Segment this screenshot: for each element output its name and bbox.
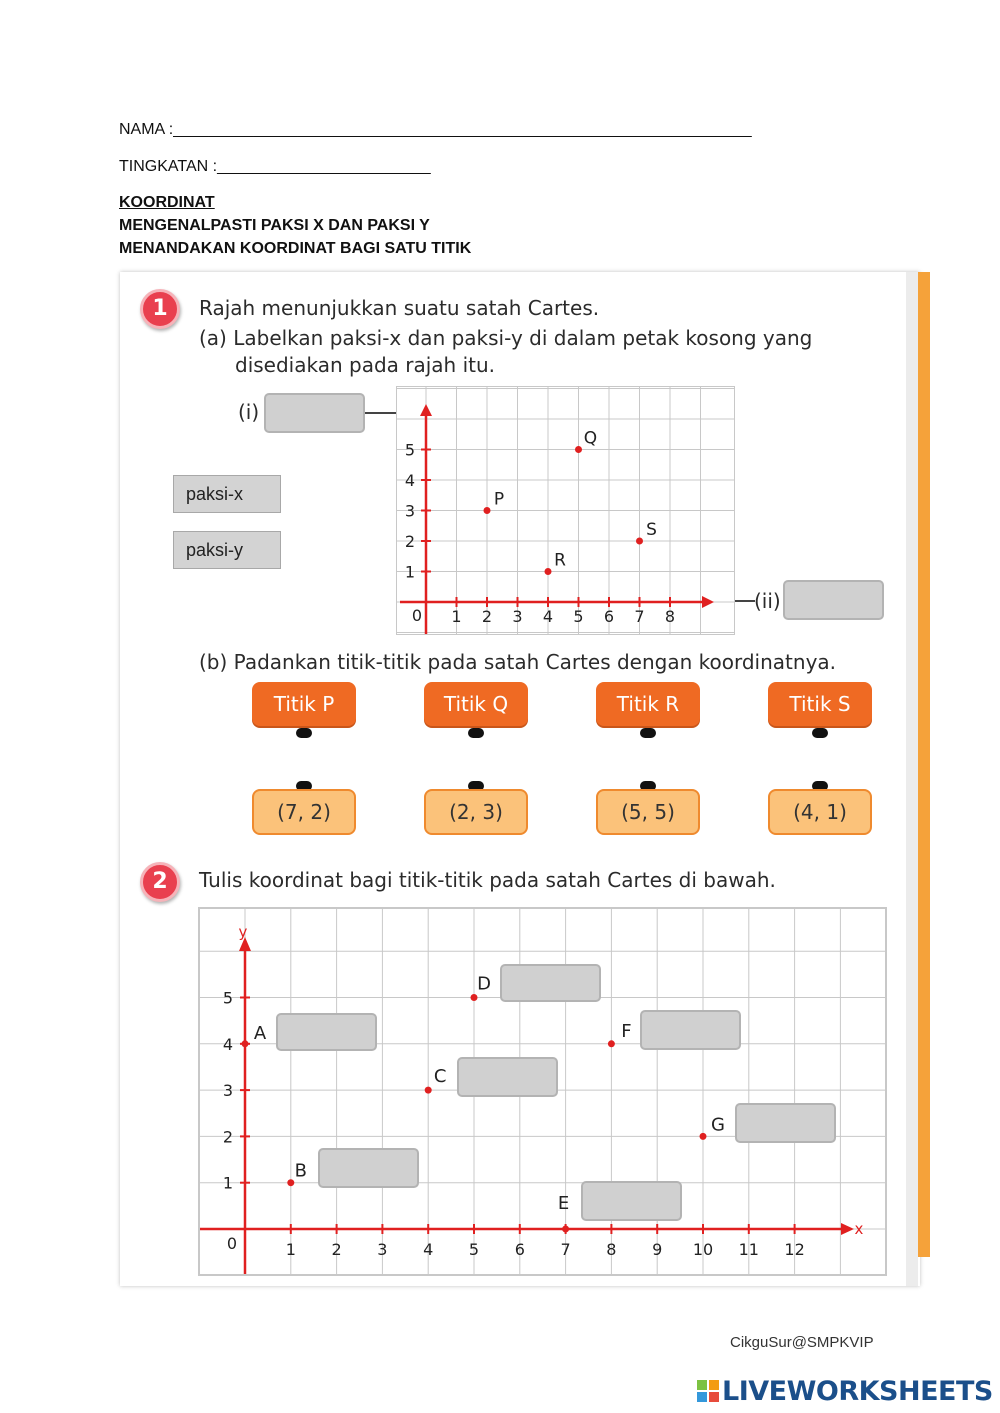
answer-box-a[interactable] [276,1013,377,1051]
tingkatan-field-label: TINGKATAN :________________________ [119,158,431,175]
drag-label-paksi-x[interactable]: paksi-x [173,475,281,513]
y-tick-label: 2 [222,1127,234,1147]
point-s [636,538,643,545]
q1-intro: Rajah menunjukkan suatu satah Cartes. [199,296,600,320]
q1-part-b: (b) Padankan titik-titik pada satah Cartes dengan koordinatnya. [199,650,837,674]
answer-box-i[interactable] [264,393,365,433]
point-b [287,1179,294,1186]
panel-right-shadow [906,272,918,1286]
box-i-label: (i) [238,400,260,424]
liveworksheets-brand: LIVEWORKSHEETS [722,1376,993,1407]
point-r [545,568,552,575]
x-tick-label: 1 [285,1240,296,1259]
y-tick-label: 5 [404,440,416,460]
x-tick-label: 3 [377,1240,388,1259]
answer-box-f[interactable] [640,1010,741,1050]
point-e [562,1226,569,1233]
origin-label: 0 [411,606,423,625]
box-ii-label: (ii) [754,589,781,613]
x-tick-label: 8 [606,1240,617,1259]
point-label-p: P [493,489,505,510]
x-tick-label: 5 [573,607,584,626]
x-tick-label: 2 [331,1240,342,1259]
match-dot-r[interactable] [640,728,656,738]
point-label-c: C [433,1066,447,1088]
match-dot-p[interactable] [296,728,312,738]
point-label-d: D [477,973,491,995]
y-tick-label: 1 [222,1173,234,1193]
x-tick-label: 9 [652,1240,663,1259]
point-label-q: Q [583,428,598,449]
point-f [608,1040,615,1047]
titik-q-button[interactable]: Titik Q [424,682,528,726]
point-label-r: R [554,550,566,571]
point-a [242,1040,249,1047]
match-dot-s[interactable] [812,728,828,738]
answer-box-ii[interactable] [783,580,884,620]
x-tick-label: 5 [468,1240,480,1259]
q1-part-a-cont: disediakan pada rajah itu. [235,353,496,377]
x-tick-label: 8 [664,607,676,626]
titik-r-button[interactable]: Titik R [596,682,700,726]
x-tick-label: 12 [784,1240,805,1259]
point-label-f: F [621,1020,632,1042]
point-label-a: A [253,1022,267,1044]
question-1-badge: 1 [140,289,180,329]
q1-part-a: (a) Labelkan paksi-x dan paksi-y di dalam petak kosong yang [199,326,813,350]
coord-option-2[interactable]: (2, 3) [424,789,528,835]
y-tick-label: 4 [222,1034,234,1054]
answer-box-e[interactable] [581,1181,682,1221]
author-credit: CikguSur@SMPKVIP [730,1334,874,1351]
y-tick-label: 5 [222,988,234,1008]
y-tick-label: 4 [404,471,416,490]
titik-p-button[interactable]: Titik P [252,682,356,726]
q2-text: Tulis koordinat bagi titik-titik pada satah Cartes di bawah. [199,868,776,892]
point-label-g: G [711,1114,725,1136]
x-tick-label: 1 [451,607,462,626]
titik-s-button[interactable]: Titik S [768,682,872,726]
x-tick-label: 2 [481,607,493,626]
y-tick-label: 2 [404,532,416,551]
x-tick-label: 6 [603,607,615,626]
coord-option-1[interactable]: (7, 2) [252,789,356,835]
question-2-badge: 2 [140,862,180,902]
point-label-s: S [646,520,657,540]
answer-box-d[interactable] [500,964,601,1002]
point-label-e: E [557,1193,570,1214]
point-q [575,446,582,453]
coord-option-4[interactable]: (4, 1) [768,789,872,835]
x-tick-label: 7 [560,1240,571,1259]
x-axis-label: x [854,1220,864,1238]
y-tick-label: 3 [222,1081,234,1101]
x-tick-label: 4 [542,607,554,626]
x-tick-label: 3 [512,607,523,626]
x-tick-label: 6 [514,1240,525,1259]
origin-label: 0 [226,1234,238,1253]
point-label-b: B [294,1160,307,1182]
answer-box-c[interactable] [457,1057,558,1097]
match-dot-q[interactable] [468,728,484,738]
orange-edge-bar [918,272,930,1257]
point-g [700,1133,707,1140]
cartesian-plane-1 [396,386,736,636]
x-tick-label: 10 [692,1240,714,1259]
y-tick-label: 1 [404,562,416,582]
x-tick-label: 11 [738,1240,759,1259]
subtitle-2: MENANDAKAN KOORDINAT BAGI SATU TITIK [119,240,472,257]
coord-option-3[interactable]: (5, 5) [596,789,700,835]
x-tick-label: 7 [634,607,645,626]
y-axis-label: y [238,923,248,941]
x-tick-label: 4 [423,1240,434,1259]
answer-box-b[interactable] [318,1148,419,1188]
point-c [425,1087,432,1094]
name-field-label: NAMA :_________________________________________________________________ [119,121,752,138]
y-tick-label: 3 [404,501,416,521]
subtitle-1: MENGENALPASTI PAKSI X DAN PAKSI Y [119,217,430,234]
liveworksheets-logo-icon [697,1380,719,1402]
point-p [484,507,491,514]
topic-title: KOORDINAT [119,194,215,211]
answer-box-g[interactable] [735,1103,836,1143]
drag-label-paksi-y[interactable]: paksi-y [173,531,281,569]
point-d [471,994,478,1001]
